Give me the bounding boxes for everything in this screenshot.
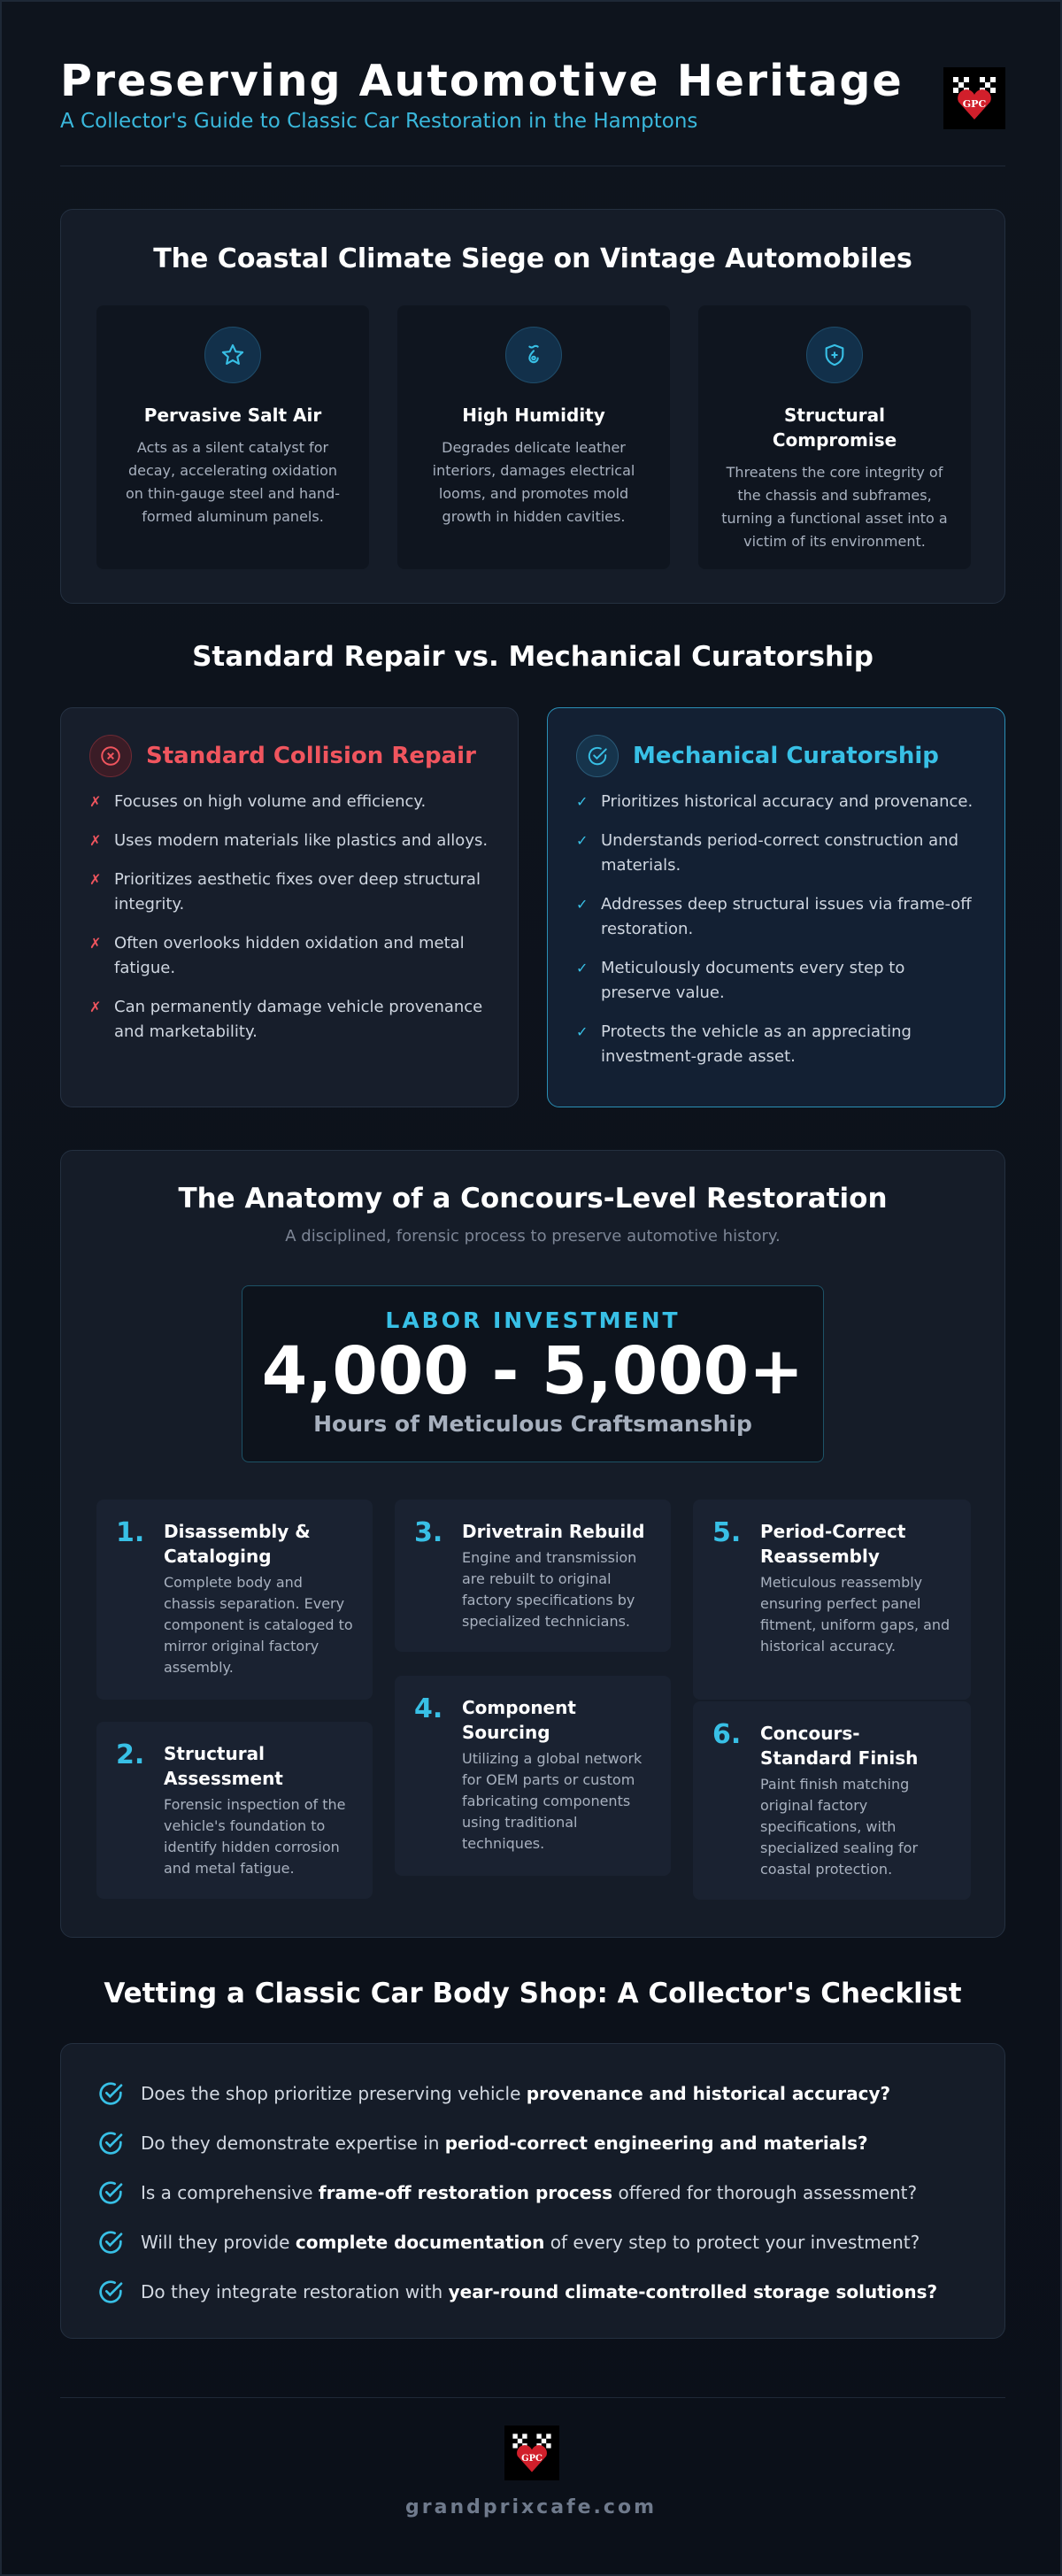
step-card	[395, 1676, 671, 1876]
step-text: Utilizing a global network for OEM parts or custom fabricating components using traditional techniques.	[462, 1750, 643, 1852]
climate-item-text: Acts as a silent catalyst for decay, accelerating oxidation on thin-gauge steel and hand-formed aluminum panels.	[125, 439, 340, 525]
climate-section	[60, 209, 1005, 604]
checklist-card	[60, 2043, 1005, 2339]
step-text: Meticulous reassembly ensuring perfect panel fitment, uniform gaps, and historical accuracy.	[760, 1574, 950, 1654]
list-item: ✓ Meticulously documents every step to preserve value.	[576, 956, 976, 1006]
list-item: ✓ Understands period-correct construction and materials.	[576, 829, 976, 878]
x-icon: ✗	[89, 871, 102, 888]
check-icon: ✓	[576, 1023, 589, 1040]
x-icon: ✗	[89, 793, 102, 810]
comparison-title: Standard Repair vs. Mechanical Curatorship	[192, 641, 873, 673]
anatomy-subtitle: A disciplined, forensic process to preserve automotive history.	[285, 1227, 781, 1246]
climate-item-text: Threatens the core integrity of the chassis and subframes, turning a functional asset into a victim of its environment.	[721, 464, 948, 550]
droplet-icon	[505, 327, 562, 383]
list-item: ✗ Focuses on high volume and efficiency.	[89, 790, 489, 814]
footer-logo[interactable]	[504, 2426, 559, 2480]
climate-item-salt-air	[96, 305, 369, 569]
checklist-item: Do they demonstrate expertise in period-correct engineering and materials?	[96, 2129, 868, 2157]
climate-item-text: Degrades delicate leather interiors, damages electrical looms, and promotes mold growth in hidden cavities.	[432, 439, 635, 525]
step-text: Complete body and chassis separation. Every component is cataloged to mirror original factory assembly.	[164, 1574, 353, 1676]
step-number: 3.	[414, 1517, 443, 1548]
check-icon: ✓	[576, 960, 589, 976]
climate-item-title: High Humidity	[462, 405, 605, 426]
step-text: Forensic inspection of the vehicle's foundation to identify hidden corrosion and metal fatigue.	[164, 1796, 346, 1877]
labor-label: LABOR INVESTMENT	[385, 1307, 681, 1333]
check-circle-icon	[576, 735, 619, 777]
check-icon: ✓	[576, 896, 589, 913]
standard-repair-title: Standard Collision Repair	[146, 743, 476, 769]
step-card	[96, 1500, 373, 1700]
x-icon: ✗	[89, 999, 102, 1015]
list-item: ✗ Prioritizes aesthetic fixes over deep structural integrity.	[89, 868, 489, 917]
labor-value: 4,000 - 5,000+	[261, 1333, 804, 1409]
anatomy-title: The Anatomy of a Concours-Level Restoration	[178, 1183, 888, 1215]
step-title: Concours-Standard Finish	[760, 1723, 919, 1769]
check-circle-icon	[96, 2079, 125, 2108]
list-item: ✓ Protects the vehicle as an appreciating investment-grade asset.	[576, 1020, 976, 1069]
step-title: Disassembly & Cataloging	[164, 1521, 311, 1567]
gpc-logo-icon	[508, 2429, 556, 2477]
standard-repair-card	[60, 707, 519, 1107]
x-icon: ✗	[89, 935, 102, 952]
x-circle-icon	[89, 735, 132, 777]
brand-logo[interactable]	[943, 67, 1005, 129]
step-number: 5.	[712, 1517, 742, 1548]
page-header	[60, 55, 1005, 166]
step-title: Structural Assessment	[164, 1743, 283, 1789]
anatomy-section	[60, 1150, 1005, 1938]
climate-item-title: Structural Compromise	[772, 405, 897, 451]
climate-title: The Coastal Climate Siege on Vintage Automobiles	[153, 243, 912, 274]
footer-divider	[60, 2397, 1005, 2398]
logo-lettering: GPC	[962, 98, 987, 110]
step-card	[693, 1500, 971, 1700]
list-item: ✓ Prioritizes historical accuracy and provenance.	[576, 790, 976, 814]
climate-item-title: Pervasive Salt Air	[143, 405, 322, 426]
step-card	[693, 1701, 971, 1900]
check-icon: ✓	[576, 793, 589, 810]
check-circle-icon	[96, 2228, 125, 2256]
page-title: Preserving Automotive Heritage	[60, 56, 904, 106]
check-circle-icon	[96, 2278, 125, 2306]
step-card	[395, 1500, 671, 1652]
list-item: ✓ Addresses deep structural issues via frame-off restoration.	[576, 892, 976, 942]
list-item: ✗ Can permanently damage vehicle provenance and marketability.	[89, 995, 489, 1045]
standard-repair-list	[89, 790, 489, 1045]
step-number: 2.	[116, 1739, 145, 1770]
page-subtitle: A Collector's Guide to Classic Car Restoration in the Hamptons	[60, 110, 698, 133]
footer-url-link[interactable]: grandprixcafe.com	[405, 2496, 657, 2518]
checklist-item: Do they integrate restoration with year-round climate-controlled storage solutions?	[96, 2278, 937, 2306]
check-circle-icon	[96, 2179, 125, 2207]
step-number: 4.	[414, 1693, 443, 1724]
step-number: 1.	[116, 1517, 145, 1548]
list-item: ✗ Uses modern materials like plastics and alloys.	[89, 829, 489, 853]
climate-item-structural	[698, 305, 971, 569]
step-number: 6.	[712, 1719, 742, 1750]
labor-investment-box	[242, 1285, 824, 1462]
checklist-title: Vetting a Classic Car Body Shop: A Collector's Checklist	[104, 1978, 962, 2009]
check-icon: ✓	[576, 832, 589, 849]
labor-caption: Hours of Meticulous Craftsmanship	[313, 1411, 752, 1437]
step-title: Drivetrain Rebuild	[462, 1521, 645, 1542]
check-circle-icon	[96, 2129, 125, 2157]
step-title: Period-Correct Reassembly	[760, 1521, 906, 1567]
step-card	[96, 1722, 373, 1899]
curatorship-list	[576, 790, 976, 1069]
checklist-item: Does the shop prioritize preserving vehicle provenance and historical accuracy?	[96, 2079, 890, 2108]
step-title: Component Sourcing	[462, 1697, 576, 1743]
list-item: ✗ Often overlooks hidden oxidation and metal fatigue.	[89, 931, 489, 981]
checklist-item: Is a comprehensive frame-off restoration process offered for thorough assessment?	[96, 2179, 917, 2207]
shield-plus-icon	[806, 327, 863, 383]
logo-lettering: GPC	[521, 2454, 543, 2464]
curatorship-title: Mechanical Curatorship	[633, 743, 939, 769]
step-text: Paint finish matching original factory specifications, with specialized sealing for coastal protection.	[760, 1776, 919, 1878]
x-icon: ✗	[89, 832, 102, 849]
checklist-item: Will they provide complete documentation of every step to protect your investment?	[96, 2228, 920, 2256]
gpc-logo-icon	[948, 72, 1001, 125]
mechanical-curatorship-card	[547, 707, 1005, 1107]
step-text: Engine and transmission are rebuilt to original factory specifications by specialized technicians.	[462, 1549, 637, 1630]
climate-item-humidity	[397, 305, 670, 569]
star-icon	[204, 327, 261, 383]
